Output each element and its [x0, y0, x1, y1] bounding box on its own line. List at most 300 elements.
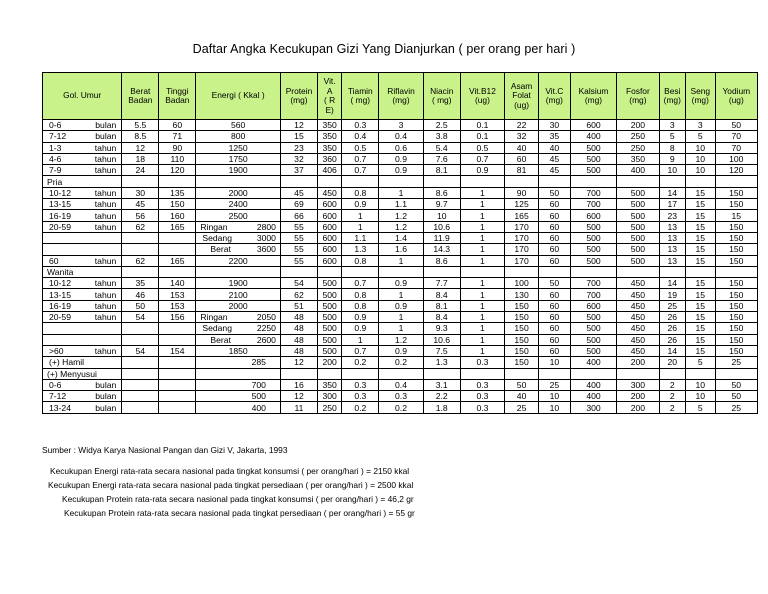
energy-cell: 1250 — [196, 142, 281, 153]
group-label: (+) Menyusui — [43, 368, 122, 379]
nutrient-value: 100 — [505, 278, 539, 289]
nutrient-value: 500 — [570, 232, 617, 243]
nutrient-value: 7.6 — [423, 153, 460, 164]
nutrient-value: 60 — [539, 199, 571, 210]
nutrient-value: 1 — [460, 300, 504, 311]
nutrient-value: 0.9 — [379, 300, 423, 311]
table-row — [43, 187, 758, 198]
body-height-cell — [159, 323, 196, 334]
table-row — [43, 379, 758, 390]
nutrient-value: 10 — [539, 391, 571, 402]
empty-cell — [196, 176, 281, 187]
empty-cell — [423, 266, 460, 277]
age-group-cell — [43, 402, 122, 413]
body-height-cell — [159, 244, 196, 255]
nutrient-value: 50 — [505, 379, 539, 390]
empty-cell — [659, 368, 685, 379]
column-header — [505, 73, 539, 120]
nutrient-value: 54 — [280, 278, 317, 289]
table-row — [43, 312, 758, 323]
nutrient-value: 7.5 — [423, 345, 460, 356]
nutrient-value: 8.1 — [423, 300, 460, 311]
energy-cell — [196, 312, 281, 323]
column-header-line: (ug) — [514, 99, 530, 110]
age-unit: bulan — [95, 131, 117, 142]
body-weight-cell: 5.5 — [122, 120, 159, 131]
nutrient-value: 450 — [317, 187, 341, 198]
age-range: 13-15 — [49, 289, 71, 300]
nutrient-value: 150 — [715, 221, 757, 232]
empty-cell — [505, 266, 539, 277]
empty-cell — [122, 368, 159, 379]
nutrient-value: 150 — [715, 334, 757, 345]
nutrient-value: 1 — [460, 187, 504, 198]
nutrient-value: 0.3 — [460, 391, 504, 402]
body-weight-cell: 46 — [122, 289, 159, 300]
nutrient-value: 15 — [715, 210, 757, 221]
column-header — [159, 73, 196, 120]
nutrient-value: 150 — [505, 300, 539, 311]
nutrient-value: 1 — [460, 221, 504, 232]
nutrient-value: 60 — [539, 334, 571, 345]
age-group — [45, 357, 119, 367]
empty-cell — [539, 176, 571, 187]
nutrient-value: 170 — [505, 232, 539, 243]
energy-cell — [196, 323, 281, 334]
age-group — [45, 211, 119, 221]
empty-cell — [617, 176, 659, 187]
nutrient-value: 5 — [659, 131, 685, 142]
nutrient-value: 1.3 — [423, 357, 460, 368]
nutrient-value: 23 — [280, 142, 317, 153]
nutrient-value: 23 — [659, 210, 685, 221]
age-unit: tahun — [94, 221, 117, 232]
nutrient-value: 0.2 — [342, 357, 379, 368]
age-group-cell — [43, 153, 122, 164]
nutrient-value: 0.9 — [379, 153, 423, 164]
nutrient-value: 0.8 — [342, 255, 379, 266]
empty-cell — [159, 368, 196, 379]
energy-cell: 1750 — [196, 153, 281, 164]
energy-cell: 285 — [196, 357, 281, 368]
nutrient-value: 10 — [685, 165, 715, 176]
nutrient-value: 1 — [342, 334, 379, 345]
table-row — [43, 345, 758, 356]
age-range: 10-12 — [49, 187, 71, 198]
nutrient-value: 13 — [659, 255, 685, 266]
age-unit: tahun — [94, 210, 117, 221]
nutrient-value: 1 — [460, 244, 504, 255]
nutrient-value: 165 — [505, 210, 539, 221]
nutrient-value: 0.3 — [342, 391, 379, 402]
nutrient-value: 10 — [685, 379, 715, 390]
age-group-cell — [43, 199, 122, 210]
nutrient-value: 9.3 — [423, 323, 460, 334]
nutrient-value: 51 — [280, 300, 317, 311]
nutrient-value: 150 — [715, 199, 757, 210]
activity-level: Ringan — [200, 221, 228, 232]
body-weight-cell — [122, 391, 159, 402]
table-row — [43, 165, 758, 176]
age-group-cell — [43, 131, 122, 142]
nutrient-value: 150 — [505, 323, 539, 334]
nutrient-value: 0.7 — [342, 345, 379, 356]
nutrient-value: 150 — [505, 334, 539, 345]
nutrient-value: 12 — [280, 357, 317, 368]
column-header — [280, 73, 317, 120]
table-row — [43, 221, 758, 232]
nutrient-value: 26 — [659, 334, 685, 345]
nutrient-value: 406 — [317, 165, 341, 176]
age-unit: bulan — [95, 391, 117, 402]
column-header-line: (mg) — [584, 95, 603, 105]
column-header-line: ( mg) — [431, 95, 452, 105]
body-height-cell: 90 — [159, 142, 196, 153]
nutrient-value: 0.8 — [342, 289, 379, 300]
nutrient-value: 55 — [280, 255, 317, 266]
nutrient-value: 70 — [715, 131, 757, 142]
empty-cell — [280, 176, 317, 187]
age-range: 10-12 — [49, 278, 71, 289]
empty-cell — [505, 368, 539, 379]
nutrient-value: 1.2 — [379, 210, 423, 221]
nutrient-value: 60 — [539, 312, 571, 323]
body-weight-cell: 56 — [122, 210, 159, 221]
nutrient-value: 2 — [659, 379, 685, 390]
nutrient-value: 150 — [715, 278, 757, 289]
nutrient-value: 700 — [570, 199, 617, 210]
age-unit: tahun — [94, 154, 117, 165]
nutrient-value: 200 — [617, 357, 659, 368]
age-range: 4-6 — [49, 154, 62, 165]
nutrient-value: 500 — [317, 323, 341, 334]
table-row — [43, 244, 758, 255]
nutrient-value: 15 — [685, 278, 715, 289]
age-group — [45, 222, 119, 232]
body-weight-cell: 54 — [122, 312, 159, 323]
nutrient-value: 500 — [570, 334, 617, 345]
age-range: 16-19 — [49, 300, 71, 311]
nutrient-value: 48 — [280, 323, 317, 334]
table-row — [43, 391, 758, 402]
nutrient-value: 14 — [659, 345, 685, 356]
nutrient-value: 1 — [342, 210, 379, 221]
nutrient-value: 15 — [685, 244, 715, 255]
nutrient-value: 450 — [617, 312, 659, 323]
body-weight-cell: 62 — [122, 255, 159, 266]
nutrient-value: 26 — [659, 312, 685, 323]
nutrient-value: 1.4 — [379, 232, 423, 243]
age-group-cell — [43, 187, 122, 198]
nutrient-value: 500 — [617, 199, 659, 210]
nutrient-value: 500 — [617, 187, 659, 198]
nutrient-value: 500 — [317, 289, 341, 300]
body-weight-cell — [122, 379, 159, 390]
nutrient-value: 5.4 — [423, 142, 460, 153]
column-header-line: ( mg) — [350, 95, 371, 105]
column-header-line: E) — [325, 104, 334, 115]
nutrient-value: 500 — [617, 221, 659, 232]
nutrient-value: 25 — [505, 402, 539, 413]
age-unit: tahun — [94, 289, 117, 300]
nutrient-value: 150 — [715, 323, 757, 334]
empty-cell — [617, 368, 659, 379]
column-header-line: Badan — [128, 95, 153, 105]
energy-cell: 1900 — [196, 278, 281, 289]
empty-cell — [280, 266, 317, 277]
nutrient-value: 100 — [715, 153, 757, 164]
nutrient-value: 15 — [685, 345, 715, 356]
energy-cell: 400 — [196, 402, 281, 413]
nutrient-value: 150 — [715, 244, 757, 255]
age-group-cell — [43, 379, 122, 390]
nutrient-value: 350 — [317, 379, 341, 390]
nutrient-value: 69 — [280, 199, 317, 210]
nutrient-value: 0.1 — [460, 131, 504, 142]
nutrient-value: 50 — [715, 120, 757, 131]
age-group-cell — [43, 120, 122, 131]
nutrient-value: 1 — [460, 232, 504, 243]
column-header — [617, 73, 659, 120]
nutrient-value: 1.8 — [423, 402, 460, 413]
note-protein-consumption: Kecukupan Protein rata-rata secara nasional pada tingkat konsumsi ( per orang/hari ) = 46,2 gr — [62, 494, 414, 504]
nutrient-value: 10 — [539, 357, 571, 368]
energy-cell — [196, 334, 281, 345]
nutrient-value: 45 — [539, 165, 571, 176]
table-header-row — [43, 73, 758, 120]
age-group-cell — [43, 142, 122, 153]
age-unit: tahun — [94, 199, 117, 210]
nutrient-value: 60 — [539, 244, 571, 255]
column-header — [685, 73, 715, 120]
column-header-line: Asam — [510, 80, 533, 91]
body-weight-cell — [122, 323, 159, 334]
body-height-cell: 110 — [159, 153, 196, 164]
nutrient-value: 14 — [659, 278, 685, 289]
age-group-cell — [43, 232, 122, 243]
body-height-cell: 160 — [159, 210, 196, 221]
nutrient-value: 15 — [280, 131, 317, 142]
column-header-line: (mg) — [545, 95, 563, 105]
age-group — [45, 188, 119, 198]
note-energy-supply: Kecukupan Energi rata-rata secara nasional pada tingkat persediaan ( per orang/hari ) = 2500 kkal — [48, 480, 414, 490]
nutrient-value: 600 — [317, 244, 341, 255]
nutrient-value: 37 — [280, 165, 317, 176]
age-unit: tahun — [94, 165, 117, 176]
age-group-cell — [43, 334, 122, 345]
energy-cell: 800 — [196, 131, 281, 142]
column-header-line: Protein — [285, 85, 313, 96]
column-header-line: Energi ( Kkal ) — [211, 90, 265, 101]
nutrient-value: 0.3 — [460, 402, 504, 413]
nutrient-value: 600 — [317, 210, 341, 221]
nutrient-value: 55 — [280, 232, 317, 243]
nutrient-value: 60 — [539, 300, 571, 311]
nutrient-value: 700 — [570, 187, 617, 198]
nutrient-value: 32 — [505, 131, 539, 142]
nutrient-value: 500 — [617, 210, 659, 221]
nutrient-value: 14 — [659, 187, 685, 198]
nutrient-value: 1 — [379, 255, 423, 266]
age-group-cell — [43, 244, 122, 255]
nutrient-value: 1 — [460, 210, 504, 221]
nutrient-value: 170 — [505, 244, 539, 255]
empty-cell — [505, 176, 539, 187]
column-header-line: Gol. Umur — [63, 90, 102, 101]
nutrient-value: 8.4 — [423, 312, 460, 323]
nutrient-value: 2.5 — [423, 120, 460, 131]
age-group — [45, 301, 119, 311]
nutrient-value: 150 — [505, 312, 539, 323]
nutrient-value: 20 — [659, 357, 685, 368]
empty-cell — [539, 368, 571, 379]
nutrient-value: 500 — [570, 244, 617, 255]
nutrient-value: 10 — [423, 210, 460, 221]
nutrient-value: 300 — [570, 402, 617, 413]
nutrient-value: 8.6 — [423, 255, 460, 266]
column-header-line: Vit.C — [545, 85, 564, 96]
nutrient-value: 0.3 — [460, 379, 504, 390]
nutrient-value: 700 — [570, 278, 617, 289]
nutrient-value: 9 — [659, 153, 685, 164]
nutrient-value: 500 — [570, 165, 617, 176]
age-group-cell — [43, 210, 122, 221]
age-group — [45, 131, 119, 141]
table-row — [43, 300, 758, 311]
nutrient-value: 5 — [685, 402, 715, 413]
nutrient-value: 500 — [570, 255, 617, 266]
age-group — [45, 154, 119, 164]
nutrient-value: 360 — [317, 153, 341, 164]
energy-value: 3600 — [256, 244, 276, 255]
nutrient-value: 10 — [539, 402, 571, 413]
activity-level: Sedang — [202, 323, 232, 334]
body-height-cell — [159, 357, 196, 368]
empty-cell — [570, 368, 617, 379]
nutrient-value: 600 — [317, 232, 341, 243]
body-weight-cell: 62 — [122, 221, 159, 232]
body-weight-cell — [122, 244, 159, 255]
nutrient-value: 9.7 — [423, 199, 460, 210]
empty-cell — [539, 266, 571, 277]
energy-cell — [196, 244, 281, 255]
age-group-cell — [43, 300, 122, 311]
empty-cell — [280, 368, 317, 379]
nutrient-value: 120 — [715, 165, 757, 176]
nutrient-value: 15 — [685, 312, 715, 323]
age-unit: bulan — [95, 402, 117, 413]
nutrient-value: 400 — [570, 131, 617, 142]
nutrient-value: 40 — [539, 142, 571, 153]
nutrient-value: 0.5 — [460, 142, 504, 153]
age-group — [45, 278, 119, 288]
body-weight-cell — [122, 232, 159, 243]
table-row — [43, 289, 758, 300]
column-header — [196, 73, 281, 120]
empty-cell — [379, 266, 423, 277]
nutrient-value: 30 — [539, 120, 571, 131]
nutrient-value: 600 — [317, 199, 341, 210]
body-height-cell: 165 — [159, 255, 196, 266]
empty-cell — [317, 368, 341, 379]
empty-cell — [570, 176, 617, 187]
nutrient-value: 0.4 — [379, 379, 423, 390]
nutrient-value: 0.9 — [379, 278, 423, 289]
column-header-line: (mg) — [290, 95, 308, 105]
column-header-line: A — [326, 85, 333, 96]
column-header — [43, 73, 122, 120]
nutrient-value: 50 — [539, 187, 571, 198]
age-range: 13-24 — [49, 402, 71, 413]
nutrient-value: 60 — [539, 221, 571, 232]
age-group-cell — [43, 391, 122, 402]
nutrient-value: 350 — [317, 131, 341, 142]
nutrient-value: 500 — [317, 334, 341, 345]
empty-cell — [159, 266, 196, 277]
body-weight-cell: 45 — [122, 199, 159, 210]
nutrient-value: 1 — [460, 323, 504, 334]
nutrient-value: 8.1 — [423, 165, 460, 176]
empty-cell — [570, 266, 617, 277]
nutrient-value: 16 — [280, 379, 317, 390]
body-weight-cell: 30 — [122, 187, 159, 198]
nutrient-value: 40 — [505, 391, 539, 402]
nutrient-value: 32 — [280, 153, 317, 164]
nutrient-value: 10 — [685, 153, 715, 164]
nutrient-value: 1 — [460, 334, 504, 345]
nutrient-value: 500 — [570, 153, 617, 164]
nutrient-value: 170 — [505, 255, 539, 266]
nutrient-value: 15 — [685, 300, 715, 311]
nutrient-value: 0.3 — [460, 357, 504, 368]
nutrient-value: 350 — [317, 142, 341, 153]
nutrient-value: 1.2 — [379, 221, 423, 232]
nutrient-value: 600 — [570, 120, 617, 131]
nutrient-value: 13 — [659, 232, 685, 243]
energy-value: 2800 — [256, 221, 276, 232]
age-unit: tahun — [94, 346, 117, 357]
nutrient-value: 10 — [685, 142, 715, 153]
activity-level: Sedang — [202, 233, 232, 244]
nutrient-value: 600 — [570, 210, 617, 221]
nutrient-value: 350 — [617, 153, 659, 164]
nutrient-value: 45 — [280, 187, 317, 198]
nutrient-value: 60 — [539, 289, 571, 300]
nutrient-value: 450 — [617, 278, 659, 289]
age-group — [45, 256, 119, 266]
column-header — [342, 73, 379, 120]
age-group-cell — [43, 221, 122, 232]
nutrient-value: 150 — [715, 300, 757, 311]
body-weight-cell: 35 — [122, 278, 159, 289]
empty-cell — [342, 368, 379, 379]
table-row — [43, 232, 758, 243]
table-row — [43, 402, 758, 413]
energy-value: 2250 — [256, 323, 276, 334]
empty-cell — [379, 176, 423, 187]
nutrient-value: 600 — [570, 300, 617, 311]
nutrient-value: 600 — [317, 221, 341, 232]
body-height-cell — [159, 334, 196, 345]
column-header-line: Niacin — [430, 85, 454, 96]
nutrient-value: 70 — [715, 142, 757, 153]
table-row — [43, 131, 758, 142]
column-header-line: Folat — [512, 90, 531, 101]
energy-cell: 2500 — [196, 210, 281, 221]
age-range: 16-19 — [49, 210, 71, 221]
age-unit: bulan — [95, 120, 117, 131]
nutrient-value: 300 — [317, 391, 341, 402]
